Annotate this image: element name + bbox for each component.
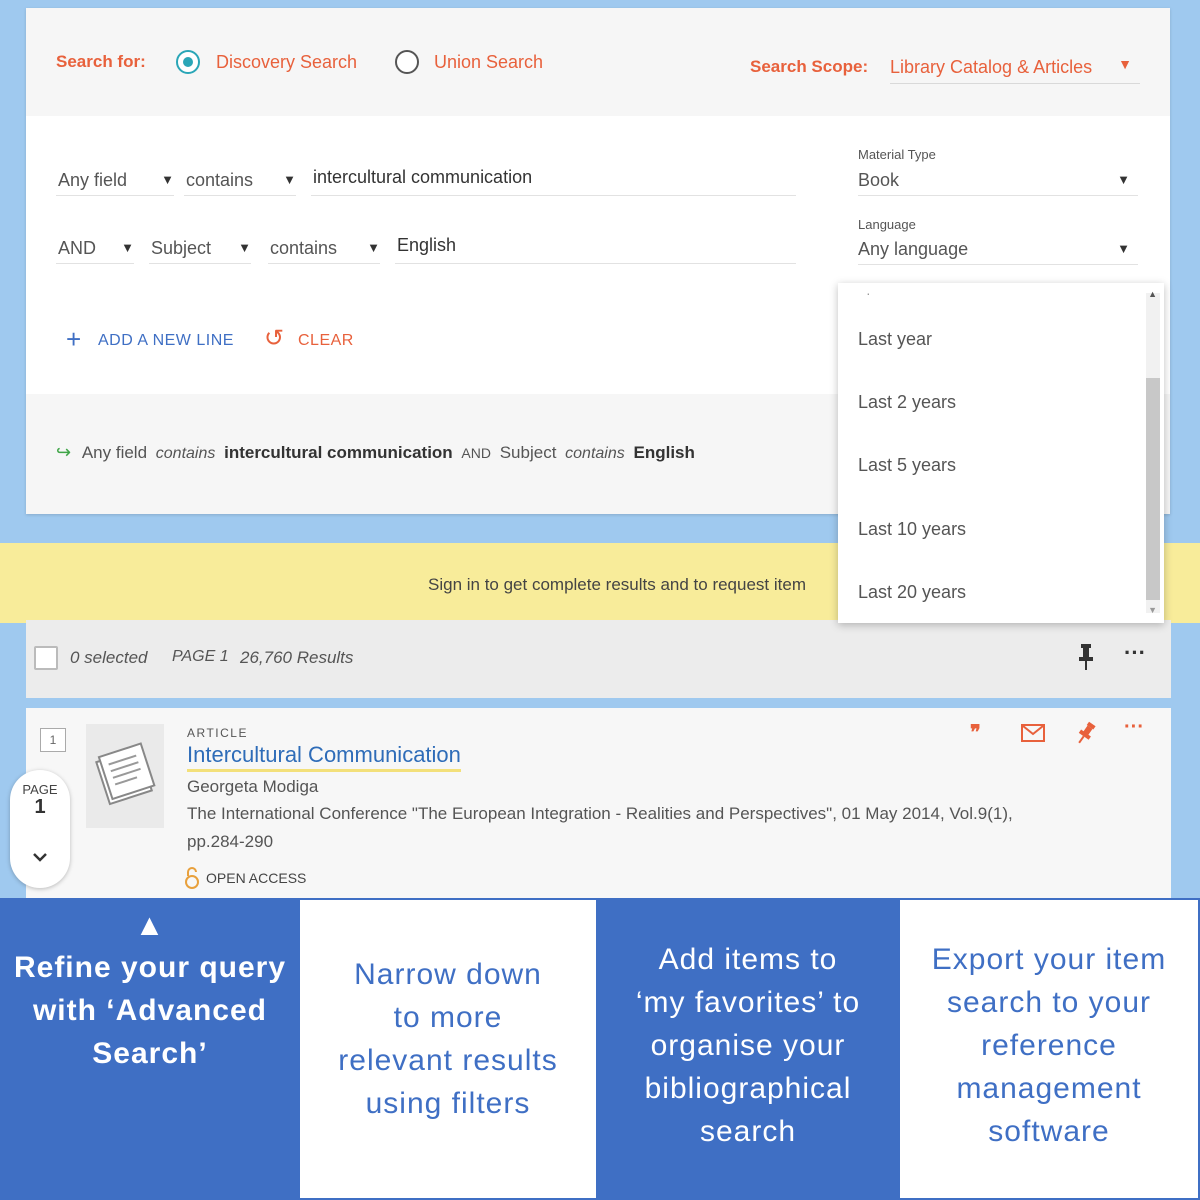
favorite-pin-icon[interactable]: [1076, 720, 1096, 746]
tip-tile-favorites: [598, 898, 898, 1200]
discovery-search-label[interactable]: Discovery Search: [216, 52, 358, 72]
query-input-value: English: [397, 235, 457, 255]
tile-line: Add items to: [658, 942, 838, 976]
cite-icon[interactable]: ❞: [970, 722, 981, 744]
chevron-down-icon: ▼: [1118, 56, 1132, 72]
date-option-last-20-years[interactable]: Last 20 years: [858, 582, 967, 602]
tile-line: Narrow down: [354, 958, 542, 991]
caret-down-icon: ▼: [1117, 172, 1130, 187]
boolean-select-line2[interactable]: [56, 228, 134, 264]
search-for-label: Search for:: [56, 52, 146, 71]
document-thumbnail[interactable]: [86, 724, 164, 828]
language-label: Language: [858, 217, 916, 232]
tile-line: search to your: [946, 985, 1152, 1019]
caret-down-icon: ▼: [367, 240, 380, 255]
union-search-radio[interactable]: [395, 50, 419, 74]
search-options-bar: [26, 8, 1170, 116]
search-scope-label: Search Scope:: [750, 57, 869, 76]
results-count: 26,760 Results: [240, 648, 354, 667]
date-option-last-2-years[interactable]: Last 2 years: [858, 392, 957, 412]
operator-select-value: contains: [186, 170, 254, 190]
page-label: PAGE 1: [172, 648, 229, 665]
discovery-search-radio[interactable]: [176, 50, 200, 74]
tile-line: bibliographical: [644, 1071, 852, 1105]
result-index[interactable]: 1: [40, 728, 66, 752]
clear-button[interactable]: [264, 326, 364, 356]
result-card: [26, 708, 1171, 908]
tile-line: Export your item: [931, 942, 1167, 976]
arrow-right-icon: ↪: [56, 442, 72, 462]
dropdown-dot: ·: [866, 285, 871, 301]
tip-tile-advanced-search: [0, 898, 300, 1200]
field-select-value: Any field: [58, 170, 128, 190]
scroll-down-icon[interactable]: ▼: [1148, 605, 1157, 615]
more-options-icon[interactable]: ···: [1124, 640, 1146, 665]
unlock-icon: [184, 866, 200, 890]
add-new-line-button[interactable]: [66, 326, 236, 356]
material-type-value: Book: [858, 170, 900, 190]
tile-line: with ‘Advanced: [32, 994, 268, 1027]
date-option-last-10-years[interactable]: Last 10 years: [858, 519, 967, 539]
page-indicator-number: 1: [34, 796, 46, 818]
dropdown-scroll-thumb[interactable]: [1146, 378, 1160, 600]
open-access-label: OPEN ACCESS: [206, 870, 307, 886]
result-author[interactable]: Georgeta Modiga: [187, 777, 319, 796]
date-option-last-5-years[interactable]: Last 5 years: [858, 455, 957, 475]
summary-val1: intercultural communication: [224, 443, 453, 462]
language-select[interactable]: [858, 235, 1138, 265]
search-scope-value: Library Catalog & Articles: [890, 57, 1093, 77]
caret-down-icon: ▼: [121, 240, 134, 255]
select-all-checkbox[interactable]: [34, 646, 58, 670]
chevron-down-icon[interactable]: [31, 848, 49, 866]
union-search-label[interactable]: Union Search: [434, 52, 544, 72]
document-icon: [86, 724, 164, 828]
tile-line: ‘my favorites’ to: [635, 985, 861, 1019]
page-indicator[interactable]: [10, 770, 70, 888]
field-select-line1[interactable]: [56, 160, 174, 196]
tip-tile-filters: [298, 898, 598, 1200]
pin-icon[interactable]: [1076, 642, 1096, 672]
tile-line: using filters: [365, 1087, 531, 1120]
tile-line: organise your: [650, 1028, 846, 1062]
summary-op2: contains: [565, 445, 625, 462]
result-pages: pp.284-290: [187, 832, 274, 851]
boolean-select-value: AND: [58, 238, 97, 258]
tile-line: relevant results: [338, 1044, 558, 1077]
operator-select-line1[interactable]: [184, 160, 296, 196]
summary-bool: AND: [461, 445, 491, 461]
field-select-value: Subject: [151, 238, 212, 258]
scroll-up-icon[interactable]: ▲: [1148, 289, 1157, 299]
arrow-up-icon: ▲: [134, 909, 166, 942]
plus-icon: +: [66, 324, 82, 354]
query-input-value: intercultural communication: [313, 167, 533, 187]
email-icon[interactable]: [1021, 724, 1045, 742]
search-scope-select[interactable]: [890, 48, 1140, 84]
result-type: ARTICLE: [187, 726, 248, 740]
summary-op1: contains: [155, 445, 216, 462]
selected-count: 0 selected: [70, 648, 148, 667]
summary-val2: English: [633, 443, 695, 462]
date-range-dropdown: [838, 283, 1164, 623]
language-value: Any language: [858, 239, 969, 259]
tile-line: management: [956, 1071, 1142, 1105]
material-type-label: Material Type: [858, 147, 936, 162]
result-title-link[interactable]: Intercultural Communication: [187, 742, 461, 772]
caret-down-icon: ▼: [238, 240, 251, 255]
material-type-select[interactable]: [858, 166, 1138, 196]
add-new-line-label: ADD A NEW LINE: [98, 332, 234, 349]
query-summary: [56, 442, 695, 463]
page-indicator-label: PAGE: [22, 782, 58, 797]
results-toolbar: [26, 620, 1171, 698]
summary-field1: Any field: [81, 443, 148, 462]
caret-down-icon: ▼: [283, 172, 296, 187]
caret-down-icon: ▼: [1117, 241, 1130, 256]
field-select-line2[interactable]: [149, 228, 251, 264]
summary-field2: Subject: [499, 443, 557, 462]
tip-tile-export: [898, 898, 1200, 1200]
tile-line: software: [988, 1114, 1110, 1148]
operator-select-line2[interactable]: [268, 228, 380, 264]
query-input-line2[interactable]: [395, 226, 796, 264]
date-option-last-year[interactable]: Last year: [858, 329, 933, 349]
tile-line: Refine your query: [13, 951, 287, 984]
caret-down-icon: ▼: [161, 172, 174, 187]
result-source: The International Conference "The European Integration - Realities and Perspectives", 01 May 2014, Vol.9(1),: [187, 804, 1013, 823]
reset-icon: ↺: [264, 325, 285, 352]
signin-text[interactable]: Sign in to get complete results and to request item: [428, 575, 806, 594]
clear-label: CLEAR: [298, 332, 354, 349]
result-more-icon[interactable]: ···: [1124, 716, 1144, 738]
query-input-line1[interactable]: [311, 158, 796, 196]
tile-line: reference: [981, 1028, 1117, 1062]
tile-line: search: [699, 1114, 797, 1148]
operator-select-value: contains: [270, 238, 338, 258]
tile-line: to more: [393, 1001, 503, 1034]
tile-line: Search’: [92, 1037, 208, 1070]
